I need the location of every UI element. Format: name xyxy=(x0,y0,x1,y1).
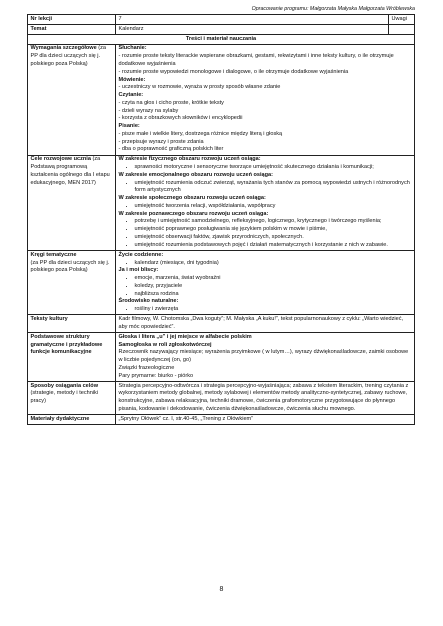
row-section-title xyxy=(28,34,415,44)
social-list xyxy=(119,203,412,211)
nature-list xyxy=(119,306,412,314)
list-item: • emocje, marzenia, świat wyobraźni xyxy=(135,275,412,283)
section-title: Treści i materiał nauczania xyxy=(28,34,415,44)
methods-label-note: (strategie, metody i techniki pracy) xyxy=(30,390,99,405)
row-methods xyxy=(28,381,415,414)
materials-label: Materiały dydaktyczne xyxy=(28,415,116,425)
list-item: • najbliższa rodzina xyxy=(135,291,412,299)
physical-heading: W zakresie fizycznego obszaru rozwoju uczeń osiąga: xyxy=(118,156,261,163)
writing-item: - dba o poprawność graficzną polskich liter xyxy=(118,146,224,153)
row-grammar-structures xyxy=(28,333,415,382)
row-lesson-number xyxy=(28,15,415,25)
grammar-line: Rzeczownik nazywający miesiące; wyrażenia przyimkowe ( w lutym…), wyrazy dźwiękonaśladowcze, zaimki osobowe w liczbie pojedynczej (on, go) xyxy=(118,349,409,364)
row-requirements xyxy=(28,44,415,155)
row-culture-texts xyxy=(28,315,415,333)
grammar-line: Samogłoska w roli zgłoskotwórczej xyxy=(118,341,212,348)
reading-item: - dzieli wyrazy na sylaby xyxy=(118,107,179,114)
requirements-label-note: (za PP dla dzieci uczących się j. polskiego poza Polską) xyxy=(30,45,106,67)
list-item: • umiejętność rozumienia odczuć zwierząt, wyrażania tych stanów za pomocą wypowiedzi ustnych i różnorodnych form artystycznych xyxy=(135,180,412,196)
emotional-heading: W zakresie emocjonalnego obszaru rozwoju uczeń osiąga: xyxy=(118,171,273,178)
reading-item: - korzysta z obrazkowych słowników i encyklopedii xyxy=(118,115,243,122)
row-developmental-goals xyxy=(28,155,415,250)
daily-life-list xyxy=(119,260,412,268)
grammar-line: Związki frazeologiczne xyxy=(118,364,175,371)
physical-list xyxy=(119,164,412,172)
speaking-item: - uczestniczy w rozmowie, wyraża w prosty sposób własne zdanie xyxy=(118,84,281,91)
methods-label xyxy=(28,381,116,414)
list-item: • koledzy, przyjaciele xyxy=(135,283,412,291)
listening-item: - rozumie proste wypowiedzi monologowe i dialogowe, o ile otrzymuje dodatkowe wyjaśnienia xyxy=(118,68,349,75)
reading-heading: Czytanie: xyxy=(118,92,144,99)
list-item: • umiejętność poprawnego posługiwania się językiem polskim w mowie i piśmie, xyxy=(135,226,412,234)
grammar-line: Głoska i litera „u” i jej miejsce w alfabecie polskim xyxy=(118,333,252,340)
reading-item: - czyta na głos i cicho proste, krótkie teksty xyxy=(118,99,224,106)
lesson-number-label: Nr lekcji xyxy=(28,15,116,25)
notes-label: Uwagi xyxy=(389,15,415,25)
daily-life-heading: Życie codzienne: xyxy=(118,251,164,258)
family-list xyxy=(119,275,412,298)
themes-label-title: Kręgi tematyczne xyxy=(30,251,77,258)
topic-value: Kalendarz xyxy=(116,24,389,34)
materials-value: „Sprytny Ołówek” cz. I, str.40-45, „Trening z Ołówkiem” xyxy=(116,415,415,425)
goals-content xyxy=(116,155,415,250)
grammar-line: Pary prymarne: biurko - piórko xyxy=(118,372,194,379)
list-item: • umiejętność rozumienia podstawowych pojęć i działań matematycznych i korzystanie z nich w zabawie. xyxy=(135,242,412,250)
cognitive-heading: W zakresie poznawczego obszaru rozwoju uczeń osiąga: xyxy=(118,210,269,217)
topic-notes-cell xyxy=(389,24,415,34)
goals-label-note: (za Podstawą programową kształcenia ogólnego dla I etapu edukacyjnego, MEN 2017) xyxy=(30,156,110,186)
emotional-list xyxy=(119,180,412,196)
list-item: • potrzebę i umiejętność samodzielnego, refleksyjnego, logicznego, krytycznego i twórczego myślenia; xyxy=(135,218,412,226)
list-item: • umiejętność obserwacji faktów, zjawisk przyrodniczych, społecznych. xyxy=(135,234,412,242)
goals-label-title: Cele rozwojowe ucznia xyxy=(30,156,91,163)
page-header: Opracowanie programu: Małgorzata Małyska Małgorzata Wróblewska xyxy=(251,6,415,12)
requirements-label-title: Wymagania szczegółowe xyxy=(30,45,97,52)
lesson-plan-table xyxy=(27,14,415,425)
texts-label: Teksty kultury xyxy=(28,315,116,333)
themes-label xyxy=(28,251,116,315)
writing-item: - przepisuje wyrazy i proste zdania xyxy=(118,138,204,145)
listening-heading: Słuchanie: xyxy=(118,45,147,52)
family-heading: Ja i moi bliscy: xyxy=(118,267,159,274)
goals-label xyxy=(28,155,116,250)
listening-item: - rozumie proste teksty literackie wspierane obrazkami, gestami, rekwizytami i inne teksty kultury, o ile otrzymuje dodatkowe wyjaśnienia xyxy=(118,53,394,67)
themes-content xyxy=(116,251,415,315)
methods-value: Strategia percepcyjno-odtwórcza i strategia percepcyjno-wyjaśniająca; zabawa z tekstem literackim, trening czytania z wykorzystaniem metody globalnej, metody sylabowej i elementów metody analityczno-syntetycznej, zabawy ruchowe, konstrukcyjne, zabawa relaksacyjna, techniki dramowe, ćwiczenia grafomotoryczne przygotowujące do płynnego pisania, kodowanie i dekodowanie, ćwiczenia dźwiękonaśladowcze, ćwiczenia słuchu mownego. xyxy=(116,381,415,414)
list-item: • kalendarz (miesiące, dni tygodnia) xyxy=(135,260,412,268)
writing-heading: Pisanie: xyxy=(118,123,140,130)
row-topic xyxy=(28,24,415,34)
writing-item: - pisze małe i wielkie litery, dostrzega różnice między literą i głoską xyxy=(118,130,283,137)
list-item: • sprawności motoryczne i sensoryczne tworzące umiejętność skutecznego działania i komunikacji; xyxy=(135,164,412,172)
requirements-label xyxy=(28,44,116,155)
row-thematic-circles xyxy=(28,251,415,315)
lesson-number-value: 7 xyxy=(116,15,389,25)
cognitive-list xyxy=(119,218,412,249)
requirements-content xyxy=(116,44,415,155)
grammar-content xyxy=(116,333,415,382)
texts-value: Kadr filmowy, W. Chotomska „Dwa koguty”; M. Małyska „A kuku!”, tekst popularnonaukowy z cyklu: „Warto wiedzieć, aby móc opowiedzieć”. xyxy=(116,315,415,333)
nature-heading: Środowisko naturalne: xyxy=(118,298,179,305)
topic-label: Temat xyxy=(28,24,116,34)
methods-label-title: Sposoby osiągania celów xyxy=(30,382,99,389)
themes-label-note: (za PP dla dzieci uczących się j. polskiego poza Polską) xyxy=(30,259,110,274)
social-heading: W zakresie społecznego obszaru rozwoju uczeń osiąga: xyxy=(118,195,266,202)
list-item: • rośliny i zwierzęta xyxy=(135,306,412,314)
grammar-label: Podstawowe struktury gramatyczne i przykładowe funkcje komunikacyjne xyxy=(28,333,116,382)
list-item: • umiejętność tworzenia relacji, współdziałania, współpracy xyxy=(135,203,412,211)
speaking-heading: Mówienie: xyxy=(118,76,146,83)
row-materials xyxy=(28,415,415,425)
page-number: 8 xyxy=(219,586,224,593)
